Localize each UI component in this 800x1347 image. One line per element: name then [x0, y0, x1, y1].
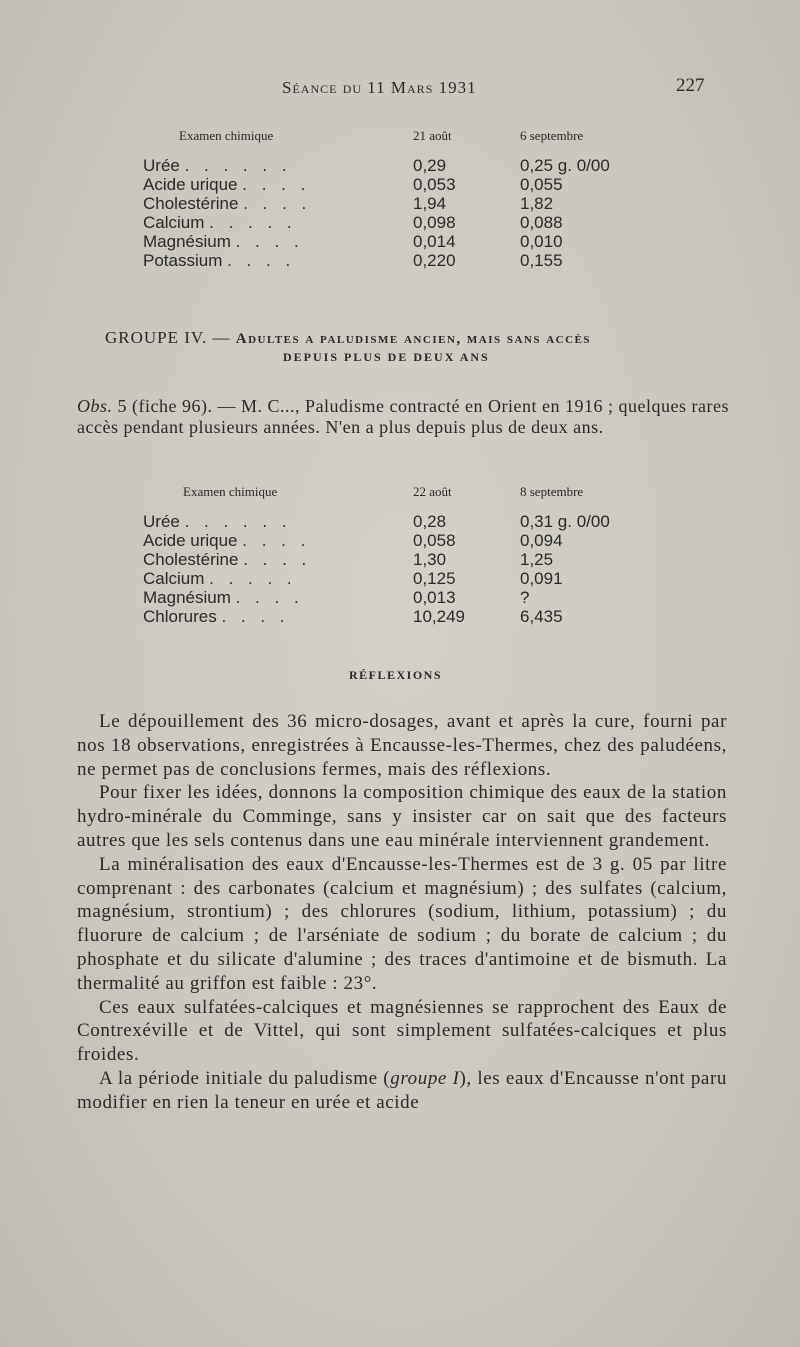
row-label: Magnésium [143, 588, 231, 607]
value-cell: 0,094 [520, 531, 563, 550]
value-cell: 0,155 [520, 251, 563, 270]
paragraph: Pour fixer les idées, donnons la composition chimique des eaux de la station hydro-minérale du Comminge, sans y insister car on sait que des facteurs autres que les sels contenus dans une eau minérale interviennent grandement. [77, 782, 727, 851]
row-label: Chlorures [143, 607, 217, 626]
leader-dots: . . . . . . [184, 512, 292, 531]
running-header: Séance du 11 Mars 1931 [282, 78, 477, 97]
leader-dots: . . . . . [209, 569, 297, 588]
observation-paragraph [77, 396, 729, 438]
value-cell: 0,091 [520, 569, 563, 588]
row-label: Cholestérine [143, 550, 239, 569]
row-label: Urée [143, 512, 180, 531]
obs-label: Obs. [77, 396, 113, 416]
obs-text: 5 (fiche 96). — M. C..., Paludisme contracté en Orient en 1916 ; quelques rares accès pendant plusieurs années. N'en a plus depuis plus de deux ans. [77, 396, 729, 437]
table-row [143, 607, 610, 626]
row-label: Calcium [143, 213, 205, 232]
table-row [143, 175, 610, 194]
leader-dots: . . . . [221, 607, 290, 626]
value-cell: ? [520, 588, 530, 607]
value-cell: 0,014 [413, 232, 456, 251]
section-heading [105, 328, 591, 348]
table-header: 21 août [413, 128, 452, 143]
value-cell: 0,31 g. 0/00 [520, 512, 610, 531]
emphasis: groupe I [390, 1067, 460, 1089]
value-cell: 6,435 [520, 607, 563, 626]
leader-dots: . . . . [235, 232, 304, 251]
table-row [143, 512, 610, 531]
table-row [143, 550, 610, 569]
chemistry-table-2 [143, 484, 610, 626]
body-text [77, 710, 727, 1115]
page-number: 227 [676, 75, 705, 96]
value-cell: 1,25 [520, 550, 554, 569]
leader-dots: . . . . [243, 194, 312, 213]
leader-dots: . . . . [235, 588, 304, 607]
value-cell: 0,220 [413, 251, 456, 270]
paragraph-text: ), les eaux d'Encausse n'ont paru modifier en rien la teneur en urée et acide [77, 1067, 727, 1113]
row-label: Magnésium [143, 232, 231, 251]
table-row [143, 251, 610, 270]
section-heading-title: Adultes a paludisme ancien, mais sans accès [235, 331, 592, 347]
leader-dots: . . . . . [209, 213, 297, 232]
leader-dots: . . . . [242, 531, 311, 550]
value-cell: 0,29 [413, 156, 447, 175]
row-label: Urée [143, 156, 180, 175]
value-cell: 0,088 [520, 213, 563, 232]
value-cell: 0,25 g. 0/00 [520, 156, 610, 175]
leader-dots: . . . . [242, 175, 311, 194]
value-cell: 10,249 [413, 607, 465, 626]
section-heading-line2: DEPUIS PLUS DE DEUX ANS [283, 350, 490, 364]
value-cell: 0,125 [413, 569, 456, 588]
table-row [143, 232, 610, 251]
table-header: Examen chimique [183, 484, 278, 499]
value-cell: 0,053 [413, 175, 456, 194]
value-cell: 0,010 [520, 232, 563, 251]
reflexions-heading: RÉFLEXIONS [349, 668, 443, 682]
leader-dots: . . . . [243, 550, 312, 569]
leader-dots: . . . . [227, 251, 296, 270]
value-cell: 0,28 [413, 512, 447, 531]
row-label: Potassium [143, 251, 223, 270]
table-header: 8 septembre [520, 484, 584, 499]
table-header: Examen chimique [179, 128, 274, 143]
leader-dots: . . . . . . [184, 156, 292, 175]
paragraph-text: A la période initiale du paludisme ( [99, 1067, 391, 1089]
table-row [143, 588, 610, 607]
paragraph: Le dépouillement des 36 micro-dosages, avant et après la cure, fourni par nos 18 observations, enregistrées à Encausse-les-Thermes, chez des paludéens, ne permet pas de conclusions fermes, mais des réflexions. [77, 711, 727, 780]
value-cell: 0,098 [413, 213, 456, 232]
paragraph [77, 1067, 727, 1115]
value-cell: 1,94 [413, 194, 447, 213]
table-header: 22 août [413, 484, 452, 499]
paragraph: La minéralisation des eaux d'Encausse-les-Thermes est de 3 g. 05 par litre comprenant : des carbonates (calcium et magnésium) ; des sulfates (calcium, magnésium, strontium) ; des chlorures (sodium, lithium, potassium) ; du fluorure de calcium ; de l'arséniate de sodium ; du borate de calcium ; du phosphate et du silicate d'alumine ; des traces d'antimoine et de bismuth. La thermalité au griffon est faible : 23°. [77, 853, 727, 994]
table-row [143, 569, 610, 588]
value-cell: 1,30 [413, 550, 447, 569]
table-row [143, 213, 610, 232]
row-label: Acide urique [143, 175, 238, 194]
chemistry-table-1 [143, 128, 610, 270]
table-row [143, 194, 610, 213]
value-cell: 0,058 [413, 531, 456, 550]
paragraph: Ces eaux sulfatées-calciques et magnésiennes se rapprochent des Eaux de Contrexéville et de Vittel, qui sont simplement sulfatées-calciques et plus froides. [77, 996, 727, 1066]
value-cell: 0,055 [520, 175, 563, 194]
table-row [143, 156, 610, 175]
value-cell: 1,82 [520, 194, 554, 213]
row-label: Cholestérine [143, 194, 239, 213]
row-label: Calcium [143, 569, 205, 588]
section-heading-prefix: GROUPE IV. — [105, 328, 236, 347]
row-label: Acide urique [143, 531, 238, 550]
table-header: 6 septembre [520, 128, 584, 143]
table-row [143, 531, 610, 550]
value-cell: 0,013 [413, 588, 456, 607]
